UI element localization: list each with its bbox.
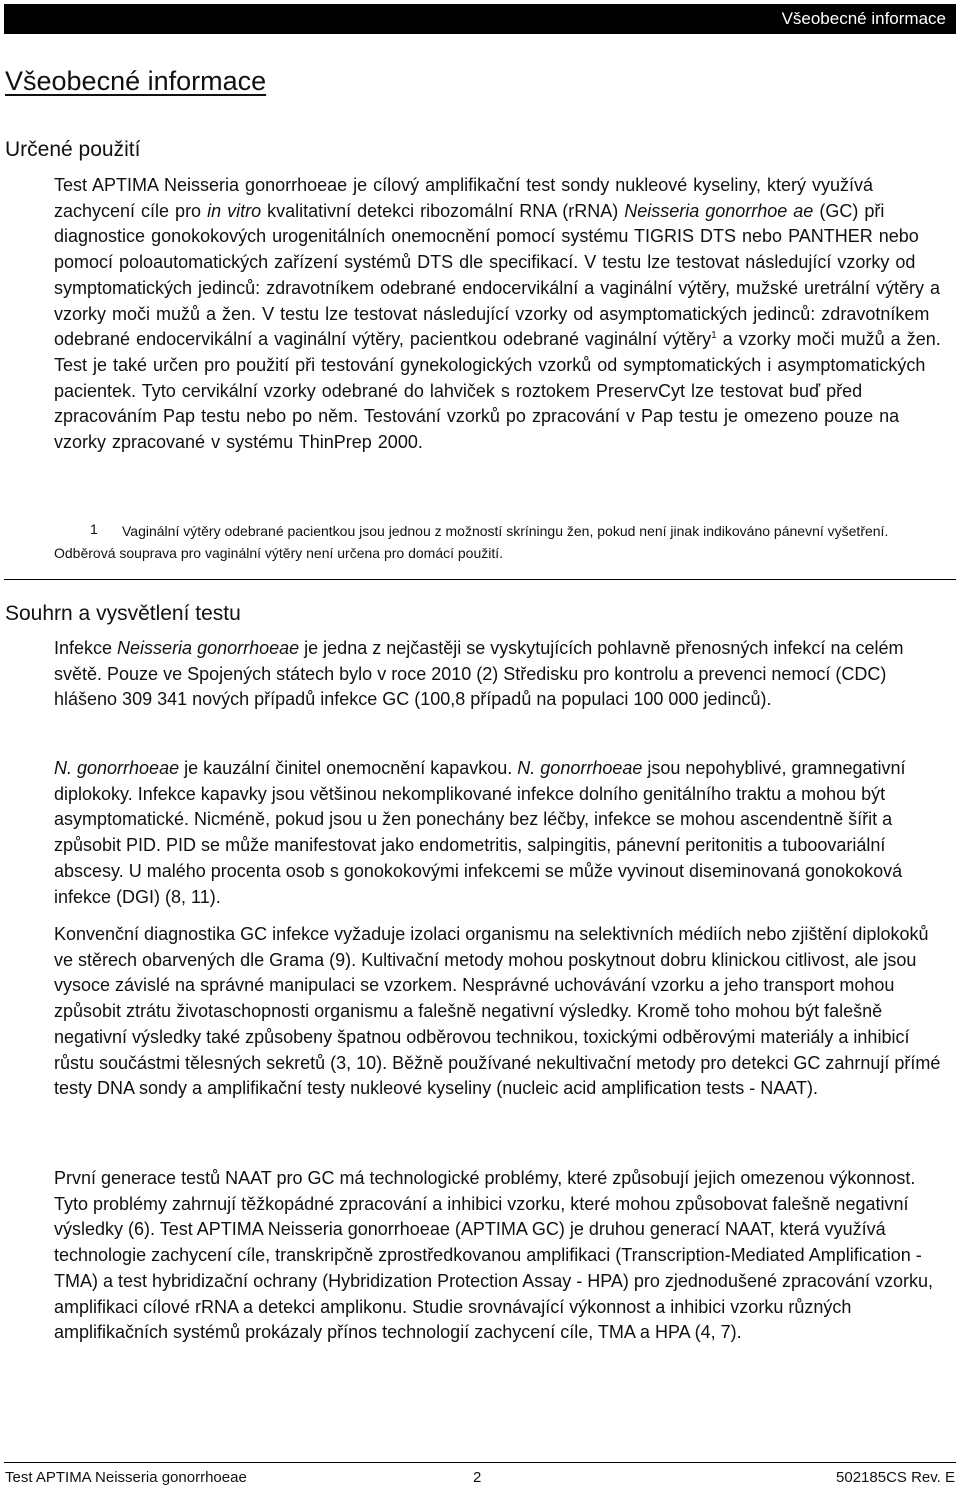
footer-page-number: 2 [473,1469,482,1486]
text-run: je kauzální činitel onemocnění kapavkou. [179,758,518,778]
footnote-text: Vaginální výtěry odebrané pacientkou jsou jednou z možností skríningu žen, pokud není jinak indikováno pánevní vyšetření. Odběrová souprava pro vaginální výtěry není určena pro domácí použití. [54,523,889,561]
text-run: Konvenční diagnostika GC infekce vyžaduje izolaci organismu na selektivních médiích nebo zjištění diplokoků ve stěrech obarvených dle Grama (9). Kultivační metody mohou poskytnout dobru klinickou citlivost, ale jsou vysoce závislé na správné manipulaci se vzorkem. Nesprávné uchovávání vzorku a jeho transport mohou způsobit ztrátu životaschopnosti organismu a falešně negativní výsledky. Kromě toho mohou být falešně negativní výsledky také způsobeny špatnou odběrovou technikou, toxickými odběrovými materiály a inhibicí růstu součástmi tělesných sekretů (3, 10). Běžně používané nekultivační metody pro detekci GC zahrnují přímé testy DNA sondy a amplifikační testy nukleové kyseliny (nucleic acid amplification tests - NAAT). [54,924,941,1099]
intended-use-heading: Určené použití [5,138,141,161]
text-run: jsou nepohyblivé, gramnegativní diplokoky. Infekce kapavky jsou většinou nekomplikované infekce dolního genitálního traktu a mohou být asymptomatické. Nicméně, pokud jsou u žen ponechány bez léčby, infekce se mohou ascendentně šířit a způsobit PID. PID se může manifestovat jako endometritis, salpingitis, pánevní peritonitis a tuboovariální abscesy. U malého procenta osob s gonokokovými infekcemi se může vyvinout diseminovaná gonokoková infekce (DGI) (8, 11). [54,758,906,907]
section-divider [4,579,956,580]
italic-run: N. gonorrhoeae [54,758,180,778]
summary-paragraph-3 [54,922,950,1102]
italic-run: N. gonorrhoeae [517,758,643,778]
summary-paragraph-2 [54,756,950,910]
footer-doc-code: 502185CS Rev. E [836,1469,955,1486]
italic-run: Neisseria gonorrhoeae [117,638,300,658]
footer-product-name: Test APTIMA Neisseria gonorrhoeae [5,1469,247,1486]
text-run: kvalitativní detekci ribozomální RNA (rRNA) [261,200,625,221]
footnote-mark: 1 [90,521,98,537]
footer-rule [4,1462,956,1463]
text-run: (GC) při diagnostice gonokokových urogenitálních onemocnění pomocí systému TIGRIS DTS nebo PANTHER nebo pomocí poloautomatických zařízení systémů DTS dle specifikací. V testu lze testovat následující vzorky od symptomatických jedinců: zdravotníkem odebrané endocervikální a vaginální výtěry, mužské uretrální výtěry a vzorky moči mužů a žen. V testu lze testovat následující vzorky od asymptomatických jedinců: zdravotníkem odebrané endocervikální a vaginální výtěry, pacientkou odebrané vaginální výtěry [54,200,941,350]
summary-paragraph-1 [54,636,950,713]
text-run: Test APTIMA Neisseria gonorrhoeae je cílový amplifikační test sondy nukleové kyseliny, který využívá zachycení cíle pro [54,175,874,221]
summary-paragraph-4 [54,1166,950,1346]
text-run: a vzorky moči mužů a žen. Test je také určen pro použití při testování gynekologických vzorků od symptomatických i asymptomatických pacientek. Tyto cervikální vzorky odebrané do lahviček s roztokem PreservCyt lze testovat buď před zpracováním Pap testu nebo po něm. Testování vzorků po zpracování v Pap testu je omezeno pouze na vzorky zpracované v systému ThinPrep 2000. [54,329,941,453]
header-section-label: Všeobecné informace [781,9,946,28]
intended-use-paragraph [54,173,950,456]
intended-use-body [54,173,950,456]
page-title: Všeobecné informace [5,66,267,96]
summary-heading: Souhrn a vysvětlení testu [5,602,241,625]
footnote [54,520,950,564]
italic-run: in vitro [207,200,262,221]
footnote-reference: 1 [711,330,717,342]
text-run: je jedna z nejčastěji se vyskytujících pohlavně přenosných infekcí na celém světě. Pouze ve Spojených státech bylo v roce 2010 (2) Středisku pro kontrolu a prevenci nemocí (CDC) hlášeno 309 341 nových případů infekce GC (100,8 případů na populaci 100 000 jedinců). [54,638,904,710]
header-bar [4,4,956,34]
text-run: Infekce [54,638,118,658]
text-run: První generace testů NAAT pro GC má technologické problémy, které způsobují jejich omezenou výkonnost. Tyto problémy zahrnují těžkopádné zpracování a inhibici vzorku, které mohou způsobovat falešně negativní výsledky (6). Test APTIMA Neisseria gonorrhoeae (APTIMA GC) je druhou generací NAAT, která využívá technologie zachycení cíle, transkripčně zprostředkovanou amplifikaci (Transcription-Mediated Amplification - TMA) a test hybridizační ochrany (Hybridization Protection Assay - HPA) pro zjednodušené zpracování vzorku, amplifikaci cílové rRNA a detekci amplikonu. Studie srovnávající výkonnost a inhibici vzorku různých amplifikačních systémů prokázaly přínos technologií zachycení cíle, TMA a HPA (4, 7). [54,1168,934,1343]
italic-run: Neisseria gonorrhoe ae [624,200,814,221]
